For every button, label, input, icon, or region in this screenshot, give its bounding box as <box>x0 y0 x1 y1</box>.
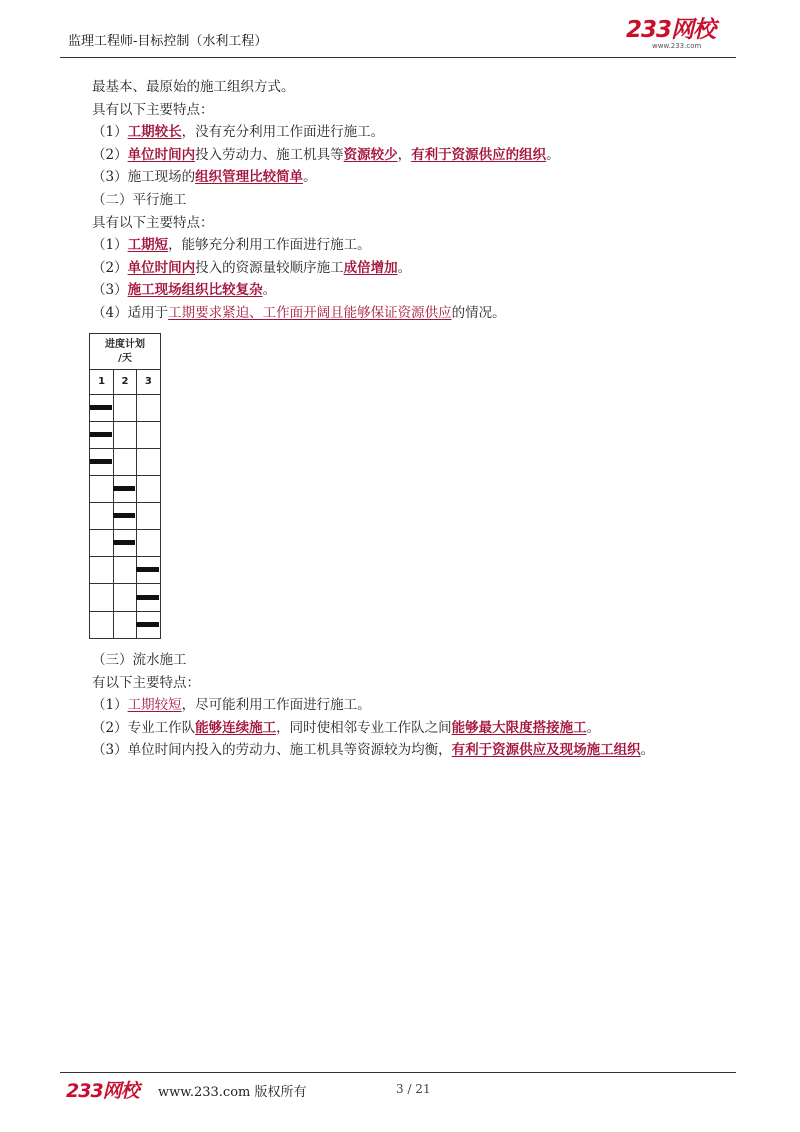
footer-logo[interactable]: 233网校 <box>66 1080 139 1102</box>
text: 最基本、最原始的施工组织方式。 <box>92 79 295 95</box>
text: 。 <box>546 146 560 163</box>
progress-schedule-table <box>89 333 161 639</box>
item-number: （2） <box>92 259 128 276</box>
text: ，同时使相邻专业工作队之间 <box>276 719 452 736</box>
text: ，没有充分利用工作面进行施工。 <box>181 124 385 141</box>
footer-copyright: www.233.com 版权所有 <box>158 1085 307 1100</box>
emphasis-text: 成倍增加 <box>343 259 398 276</box>
text: 的情况。 <box>451 304 506 321</box>
item-number: （1） <box>92 124 128 141</box>
list-item <box>92 257 742 280</box>
item-number: （3） <box>92 742 128 759</box>
item-number: （1） <box>92 697 128 714</box>
header-rule <box>60 57 736 58</box>
list-item <box>92 717 742 740</box>
schedule-bar <box>90 459 112 464</box>
schedule-row-divider <box>90 421 160 422</box>
text: ，能够充分利用工作面进行施工。 <box>168 237 371 254</box>
schedule-bar <box>113 486 135 491</box>
text: 。 <box>303 169 317 186</box>
text: 。 <box>397 259 412 276</box>
text: （二）平行施工 <box>92 191 187 208</box>
document-header-title: 监理工程师-目标控制（水利工程） <box>68 34 268 49</box>
list-item <box>92 234 742 257</box>
text: 具有以下主要特点： <box>92 101 214 118</box>
item-number: （2） <box>92 146 128 163</box>
text: 专业工作队 <box>127 719 196 736</box>
page-number: 3 / 21 <box>396 1082 431 1096</box>
document-body <box>92 76 742 325</box>
item-number: （4） <box>92 304 128 321</box>
schedule-bar <box>90 432 112 437</box>
text: 投入的资源量较顺序施工 <box>195 259 344 276</box>
logo-wordmark: 233网校 <box>626 17 716 43</box>
text: 施工现场的 <box>127 169 196 186</box>
emphasis-text: 工期较长 <box>127 124 182 141</box>
schedule-title-unit: /天 <box>118 353 132 364</box>
text: （三）流水施工 <box>92 652 187 668</box>
section-heading <box>92 649 742 672</box>
emphasis-text: 工期要求紧迫、工作面开阔且能够保证资源供应 <box>168 304 452 321</box>
footer-rule <box>60 1072 736 1073</box>
list-item <box>92 279 742 302</box>
item-number: （2） <box>92 719 128 736</box>
text: ， <box>397 146 412 163</box>
schedule-title <box>90 334 160 370</box>
schedule-day-header <box>90 370 160 395</box>
text: 。 <box>640 742 655 759</box>
list-item <box>92 166 742 189</box>
emphasis-text: 单位时间内 <box>127 259 196 276</box>
schedule-bar <box>90 405 112 410</box>
list-item <box>92 302 742 325</box>
schedule-bar <box>113 513 135 518</box>
paragraph <box>92 99 742 122</box>
emphasis-text: 资源较少 <box>343 146 398 163</box>
emphasis-text: 能够连续施工 <box>195 719 277 736</box>
schedule-row-divider <box>90 448 160 449</box>
item-number: （1） <box>92 237 128 254</box>
schedule-bar <box>136 567 158 572</box>
text: 单位时间内投入的劳动力、施工机具等资源较为均衡， <box>127 742 452 759</box>
section-heading <box>92 189 742 212</box>
schedule-row-divider <box>90 611 160 612</box>
text: 投入劳动力、施工机具等 <box>195 146 344 163</box>
list-item <box>92 144 742 167</box>
emphasis-text: 组织管理比较简单 <box>195 169 304 186</box>
emphasis-text: 单位时间内 <box>127 146 196 163</box>
day-column-2: 2 <box>121 376 129 387</box>
schedule-row-divider <box>90 529 160 530</box>
list-item <box>92 121 742 144</box>
emphasis-text: 有利于资源供应的组织 <box>411 146 547 163</box>
text: 适用于 <box>127 304 169 321</box>
paragraph <box>92 76 742 99</box>
emphasis-text: 工期短 <box>127 237 169 254</box>
schedule-row-divider <box>90 583 160 584</box>
document-body-continued <box>92 649 742 762</box>
item-number: （3） <box>92 169 128 186</box>
text: 有以下主要特点： <box>92 674 200 691</box>
list-item <box>92 694 742 717</box>
emphasis-text: 能够最大限度搭接施工 <box>451 719 587 736</box>
schedule-row-divider <box>90 502 160 503</box>
schedule-bar <box>136 622 158 627</box>
text: 。 <box>262 282 277 299</box>
schedule-bar <box>113 540 135 545</box>
paragraph <box>92 212 742 235</box>
text: 。 <box>586 719 601 736</box>
schedule-row-divider <box>90 556 160 557</box>
item-number: （3） <box>92 282 128 299</box>
emphasis-text: 工期较短 <box>127 697 182 714</box>
schedule-column-divider <box>113 370 114 638</box>
list-item <box>92 739 742 762</box>
text: ，尽可能利用工作面进行施工。 <box>181 697 371 714</box>
schedule-row-divider <box>90 475 160 476</box>
text: 具有以下主要特点： <box>92 214 214 231</box>
schedule-bar <box>136 595 158 600</box>
schedule-title-line: 进度计划 <box>105 339 145 350</box>
logo-url: www.233.com <box>652 42 702 50</box>
paragraph <box>92 672 742 695</box>
day-column-3: 3 <box>144 376 152 387</box>
emphasis-text: 施工现场组织比较复杂 <box>127 282 263 299</box>
emphasis-text: 有利于资源供应及现场施工组织 <box>451 742 641 759</box>
day-column-1: 1 <box>98 376 106 387</box>
brand-logo[interactable] <box>626 18 736 52</box>
